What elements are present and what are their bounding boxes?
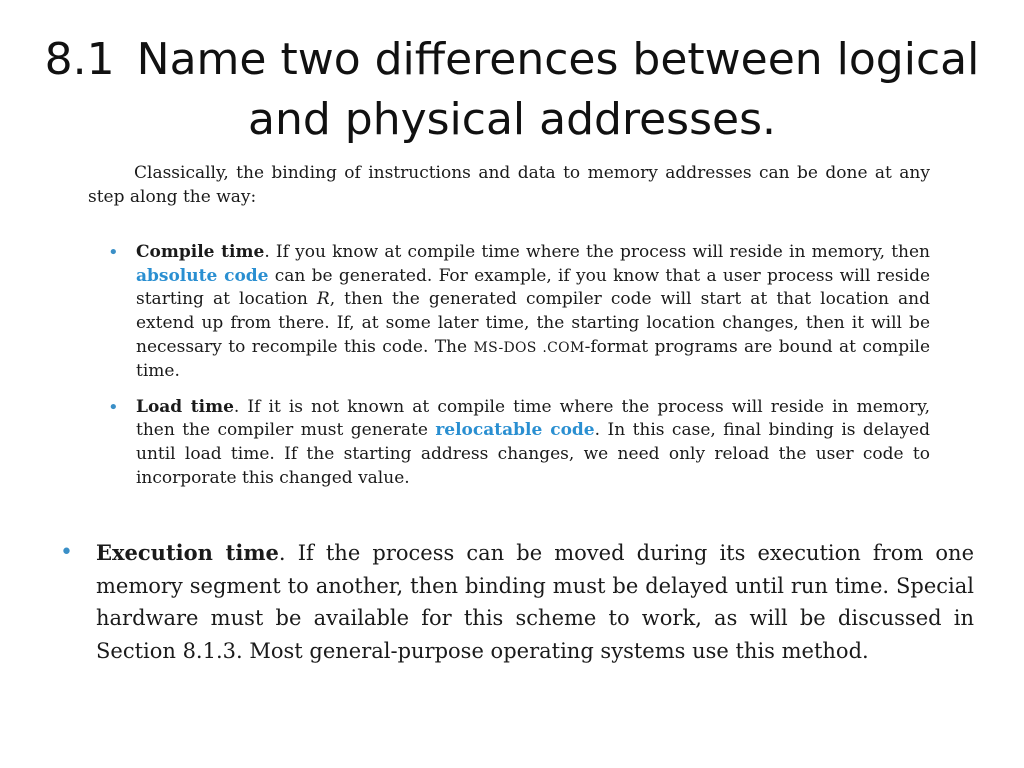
execution-text: . If the process can be moved during its execution from one memory segment to another, then binding must be delayed until run time. Special hardware must be available for this scheme to work, as will be discussed in Section 8.1.3. Most general-purpose operating systems use this method. [96, 541, 974, 663]
keyword-relocatable-code: relocatable code [435, 420, 595, 441]
bullet-icon: • [108, 396, 119, 418]
bullet-icon: • [60, 540, 73, 565]
list-item-compile-time [88, 241, 930, 384]
keyword-absolute-code: absolute code [136, 265, 269, 286]
slide-title [40, 30, 984, 150]
compile-text-1: . If you know at compile time where the process will reside in memory, then [264, 242, 930, 263]
term-load-time: Load time [136, 396, 234, 417]
binding-list [88, 241, 930, 490]
variable-r: R [316, 289, 330, 310]
title-number: 8.1 [44, 34, 115, 85]
compile-text-3: , then the generated compiler code will start at that location and extend up from there. If, at some later time, the starting location changes, then it will be necessary to recompile this code. The [136, 289, 930, 357]
compile-text-2: can be generated. For example, if you know that a user process will reside starting at location [136, 265, 930, 310]
execution-time-item [60, 537, 974, 667]
load-text-1: . If it is not known at compile time where the process will reside in memory, then the compiler must generate [136, 396, 930, 441]
textbook-excerpt [88, 162, 930, 520]
load-text-2: . In this case, final binding is delayed until load time. If the starting address changes, we need only reload the user code to incorporate this changed value. [136, 420, 930, 488]
term-execution-time: Execution time [96, 540, 279, 565]
execution-paragraph [96, 537, 974, 667]
excerpt-intro: Classically, the binding of instructions and data to memory addresses can be done at any step along the way: [88, 163, 930, 207]
bullet-icon: • [108, 242, 119, 264]
term-compile-time: Compile time [136, 242, 265, 263]
compile-text-4: -format programs are bound at compile time. [136, 336, 930, 382]
title-text: Name two differences between logical and physical addresses. [136, 34, 980, 145]
list-item-load-time [88, 396, 930, 490]
msdos-label: MS-DOS .COM [473, 339, 585, 356]
